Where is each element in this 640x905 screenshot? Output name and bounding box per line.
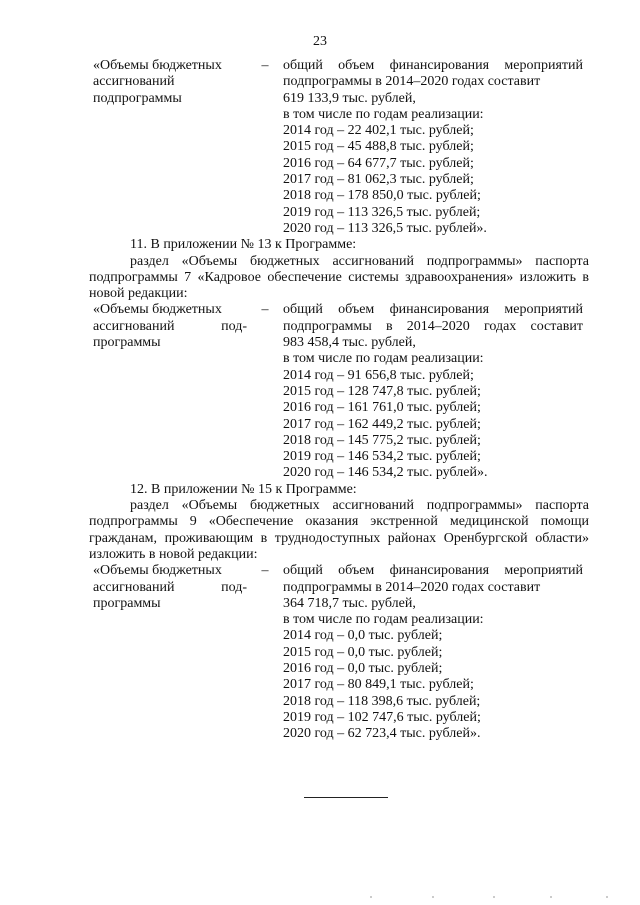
year-line: 2018 год – 178 850,0 тыс. рублей; [283, 188, 481, 204]
label-line: «Объемы бюджетных [93, 302, 222, 318]
closing-divider [304, 797, 388, 798]
year-line: 2020 год – 146 534,2 тыс. рублей». [283, 465, 488, 481]
label-part: ассигнований [93, 318, 175, 334]
year-line: 2017 год – 162 449,2 тыс. рублей; [283, 416, 481, 432]
value-line: общий объем финансирования мероприятий [283, 302, 583, 318]
year-line: 2016 год – 64 677,7 тыс. рублей; [283, 155, 474, 171]
funding-block-2 [89, 302, 589, 481]
label-line: программы [93, 335, 161, 351]
label-dash: – [261, 302, 269, 318]
year-line: 2020 год – 62 723,4 тыс. рублей». [283, 726, 481, 742]
year-line: 2019 год – 113 326,5 тыс. рублей; [283, 204, 481, 220]
paragraph-line: раздел «Объемы бюджетных ассигнований подпрограммы» паспорта [130, 498, 589, 514]
label-dash: – [261, 563, 269, 579]
value-line: в том числе по годам реализации: [283, 351, 484, 367]
year-line: 2019 год – 146 534,2 тыс. рублей; [283, 449, 481, 465]
year-line: 2015 год – 45 488,8 тыс. рублей; [283, 139, 474, 155]
section-11-paragraph [89, 254, 589, 303]
label-part: под- [221, 318, 247, 334]
label-line-split [93, 580, 247, 596]
funding-block-3 [89, 563, 589, 742]
year-line: 2015 год – 0,0 тыс. рублей; [283, 644, 443, 660]
label-line: подпрограммы [93, 90, 182, 106]
value-line: 983 458,4 тыс. рублей, [283, 335, 416, 351]
year-line: 2019 год – 102 747,6 тыс. рублей; [283, 709, 481, 725]
value-line: в том числе по годам реализации: [283, 612, 484, 628]
label-line: «Объемы бюджетных [93, 58, 222, 73]
year-line: 2014 год – 0,0 тыс. рублей; [283, 628, 443, 644]
label-dash: – [261, 58, 269, 73]
section-12-heading: 12. В приложении № 15 к Программе: [130, 481, 357, 497]
year-line: 2016 год – 161 761,0 тыс. рублей; [283, 400, 481, 416]
paragraph-line: подпрограммы 9 «Обеспечение оказания экстренной медицинской помощи [89, 514, 589, 530]
section-12-paragraph [89, 498, 589, 563]
label-part: ассигнований [93, 579, 175, 595]
year-line: 2015 год – 128 747,8 тыс. рублей; [283, 383, 481, 399]
value-line: подпрограммы в 2014–2020 годах составит [283, 318, 583, 334]
year-line: 2017 год – 81 062,3 тыс. рублей; [283, 172, 474, 188]
scan-artifacts [360, 896, 620, 900]
funding-label [89, 563, 247, 612]
scan-dot [370, 896, 372, 898]
year-line: 2017 год – 80 849,1 тыс. рублей; [283, 677, 474, 693]
document-body [89, 58, 589, 742]
value-line: общий объем финансирования мероприятий [283, 58, 583, 73]
funding-value [283, 563, 583, 742]
label-line: «Объемы бюджетных [93, 563, 222, 579]
value-line: 619 133,9 тыс. рублей, [283, 90, 416, 106]
paragraph-line: раздел «Объемы бюджетных ассигнований подпрограммы» паспорта [130, 253, 589, 269]
scan-dot [493, 896, 495, 898]
label-line: ассигнований [93, 74, 175, 90]
value-line: подпрограммы в 2014–2020 годах составит [283, 74, 541, 90]
funding-value [283, 302, 583, 481]
year-line: 2018 год – 145 775,2 тыс. рублей; [283, 432, 481, 448]
year-line: 2020 год – 113 326,5 тыс. рублей». [283, 220, 487, 236]
label-part: под- [221, 579, 247, 595]
paragraph-line: изложить в новой редакции: [89, 546, 258, 562]
funding-value [283, 58, 583, 237]
year-line: 2018 год – 118 398,6 тыс. рублей; [283, 693, 481, 709]
paragraph-line: гражданам, проживающим в труднодоступных районах Оренбургской области» [89, 530, 589, 546]
paragraph-line: новой редакции: [89, 286, 188, 302]
value-line: подпрограммы в 2014–2020 годах составит [283, 579, 541, 595]
paragraph-line: подпрограммы 7 «Кадровое обеспечение системы здравоохранения» изложить в [89, 269, 589, 285]
scan-dot [432, 896, 434, 898]
year-line: 2016 год – 0,0 тыс. рублей; [283, 660, 443, 676]
label-line: программы [93, 595, 161, 611]
value-line: 364 718,7 тыс. рублей, [283, 595, 416, 611]
value-line: в том числе по годам реализации: [283, 106, 484, 122]
value-line: общий объем финансирования мероприятий [283, 563, 583, 579]
scan-dot [550, 896, 552, 898]
funding-label [89, 302, 247, 351]
label-line-split [93, 319, 247, 335]
year-line: 2014 год – 91 656,8 тыс. рублей; [283, 367, 474, 383]
year-line: 2014 год – 22 402,1 тыс. рублей; [283, 123, 474, 139]
section-11-heading: 11. В приложении № 13 к Программе: [130, 237, 357, 253]
page-number: 23 [313, 34, 327, 49]
scan-dot [606, 896, 608, 898]
funding-label [89, 58, 247, 107]
funding-block-1 [89, 58, 589, 237]
